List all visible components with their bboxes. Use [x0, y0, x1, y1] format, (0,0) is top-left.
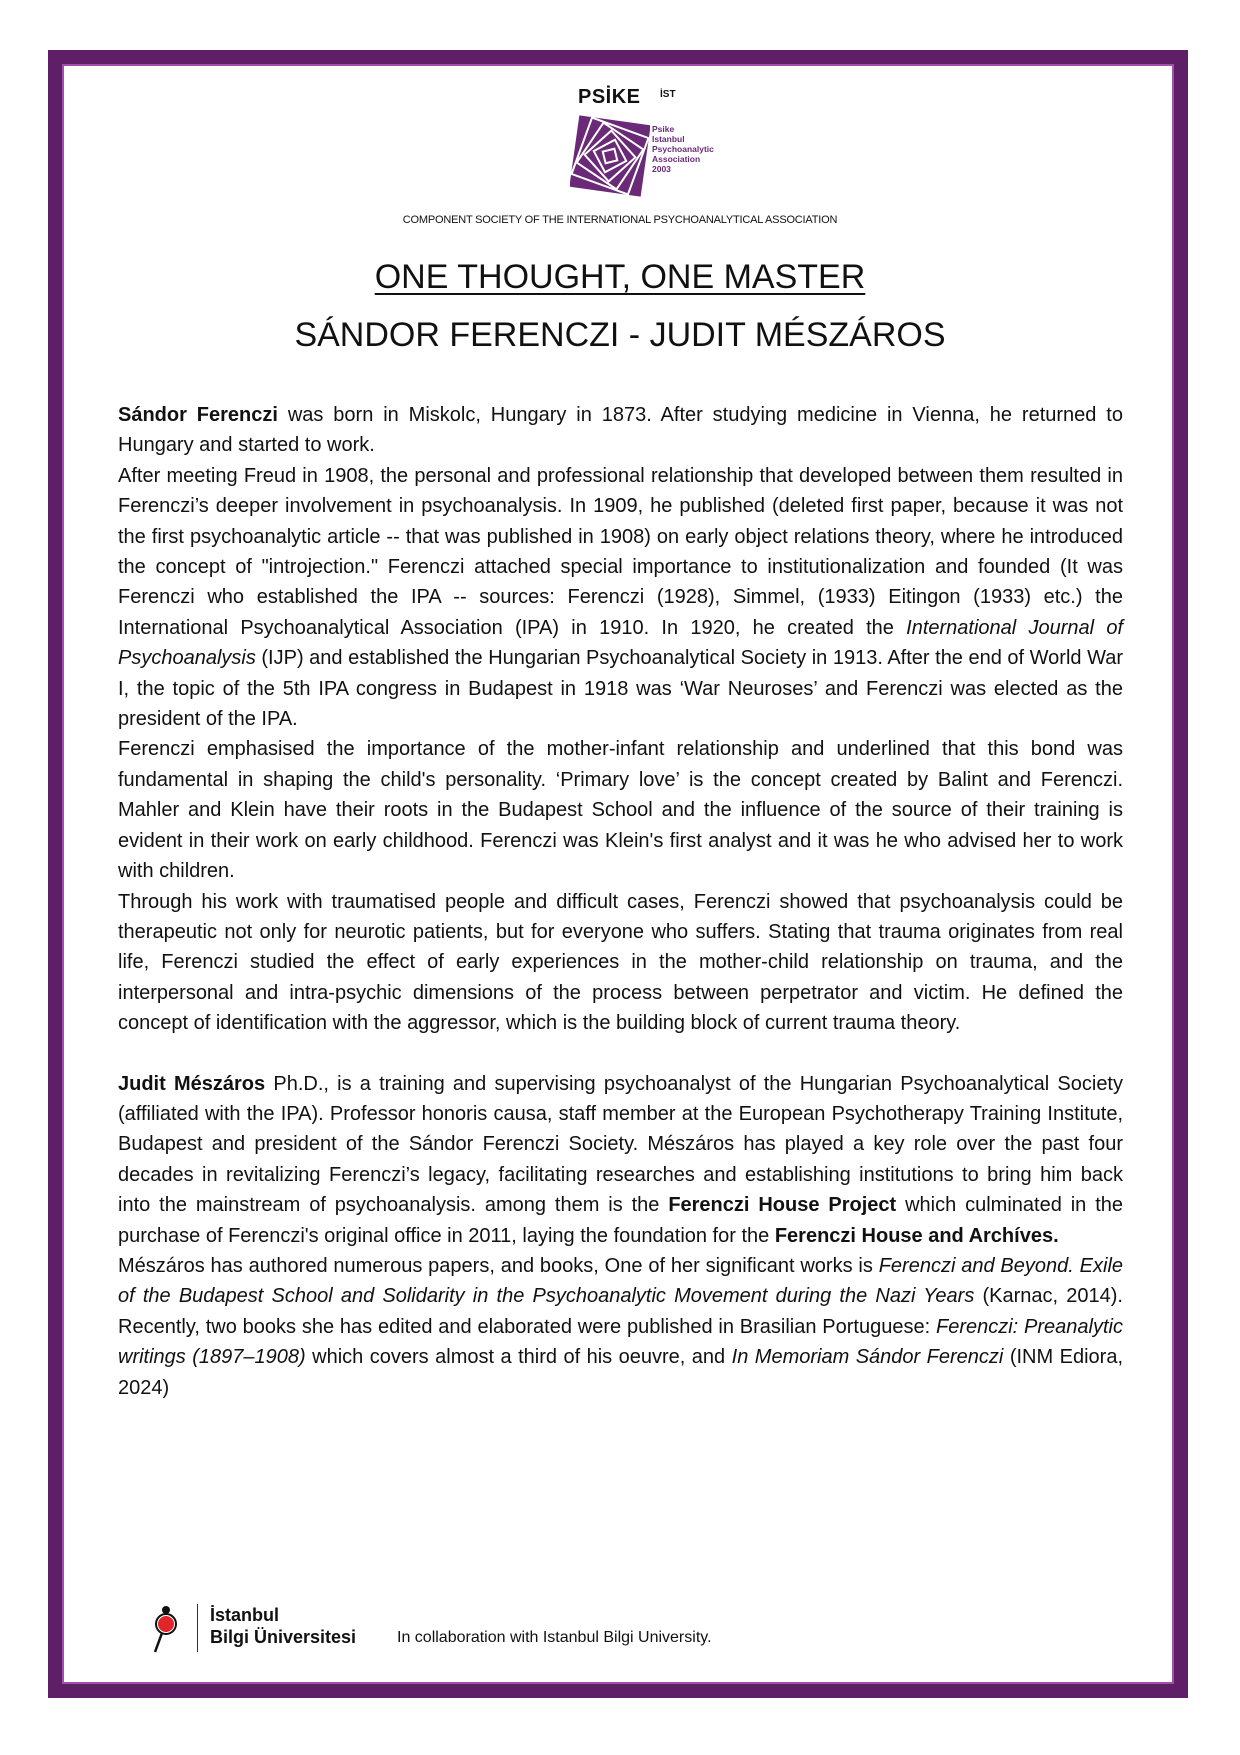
text-run: (Karnac, 2014). Recently, two books she has edited and elaborated were published in Brasilian Portuguese:: [118, 1285, 1123, 1338]
logo-text-block: [652, 124, 714, 174]
logo-superscript: İST: [660, 89, 676, 100]
bold-project: Ferenczi House Project: [668, 1194, 897, 1217]
paragraph-ferenczi-intro: [118, 400, 1123, 461]
italic-book-title: In Memoriam Sándor Ferenczi: [731, 1346, 1004, 1369]
bold-name: Sándor Ferenczi: [118, 404, 278, 426]
logo-line: 2003: [652, 164, 671, 174]
logo-line: Association: [652, 154, 701, 164]
paragraph-mother-infant: Ferenczi emphasised the importance of the mother-infant relationship and underlined that this bond was fundamental in shaping the child's personality. ‘Primary love’ is the concept created by Balint and Ferenczi. Mahler and Klein have their roots in the Budapest School and the influence of the source of their training is evident in their work on early childhood. Ferenczi was Klein's first analyst and it was he who advised her to work with children.: [118, 738, 1123, 883]
text-run: (IJP) and established the Hungarian Psychoanalytical Society in 1913. After the end of World War I, the topic of the 5th IPA congress in Budapest in 1918 was ‘War Neuroses’ and Ferenczi was elected as the president of the IPA.: [118, 647, 1123, 731]
bold-name: Judit Mészáros: [118, 1072, 266, 1095]
paragraph-trauma: Through his work with traumatised people and difficult cases, Ferenczi showed that psychoanalysis could be therapeutic not only for neurotic patients, but for everyone who suffers. Stating that trauma originates from real life, Ferenczi studied the effect of early experiences in the mother-child relationship on trauma, and the interpersonal and intra-psychic dimensions of the process between perpetrator and victim. He defined the concept of identification with the aggressor, which is the building block of current trauma theory.: [118, 890, 1123, 1035]
italic-book-title: Ferenczi and Beyond. Exile of the Budapest School and Solidarity in the Psychoanalytic Movement during the Nazi Years: [118, 1254, 1124, 1308]
spiral-squares-icon: [570, 108, 650, 200]
article-body: [118, 400, 1123, 1403]
paragraph-meszaros-works: [118, 1251, 1123, 1403]
paragraph-ferenczi-freud: [118, 461, 1123, 735]
component-society-line: COMPONENT SOCIETY OF THE INTERNATIONAL PSYCHOANALYTICAL ASSOCIATION: [402, 214, 838, 226]
footer: [150, 1600, 850, 1660]
paragraph-spacer: [118, 1039, 1123, 1069]
page-subtitle: SÁNDOR FERENCZI - JUDIT MÉSZÁROS: [294, 316, 946, 354]
logo-line: Psike: [652, 124, 675, 134]
bilgi-university-wordmark: [210, 1604, 356, 1648]
italic-book-title: Ferenczi: Preanalytic writings (1897–1908): [118, 1315, 1123, 1369]
paragraph-meszaros-bio: [118, 1069, 1123, 1251]
text-run: which covers almost a third of his oeuvre, and: [305, 1346, 732, 1369]
text-run: which culminated in the purchase of Ferenczi's original office in 2011, laying the foundation for the: [118, 1194, 1123, 1247]
text-run: After meeting Freud in 1908, the personal and professional relationship that developed between them resulted in Ferenczi’s deeper involvement in psychoanalysis. In 1909, he published (deleted first paper, because it was not the first psychoanalytic article -- that was published in 1908) on early object relations theory, where he introduced the concept of "introjection." Ferenczi attached special importance to institutionalization and founded (It was Ferenczi who established the IPA -- sources: Ferenczi (1928), Simmel, (1933) Eitingon (1933) etc.) the International Psychoanalytical Association (IPA) in 1910. In 1920, he created the: [118, 464, 1123, 639]
logo-wordmark: PSİKE: [578, 86, 641, 108]
page-title: ONE THOUGHT, ONE MASTER: [374, 258, 866, 296]
logo-line: Istanbul: [652, 134, 685, 144]
psike-istanbul-logo: [570, 86, 730, 206]
collaboration-note: In collaboration with Istanbul Bilgi University.: [397, 1629, 712, 1646]
wordmark-line: İstanbul: [210, 1605, 280, 1625]
bilgi-university-logo-icon: [150, 1600, 186, 1656]
footer-divider: [197, 1604, 198, 1652]
text-run: was born in Miskolc, Hungary in 1873. After studying medicine in Vienna, he returned to Hungary and started to work.: [118, 404, 1123, 457]
wordmark-line: Bilgi Üniversitesi: [210, 1627, 357, 1647]
logo-line: Psychoanalytic: [652, 144, 714, 154]
text-run: Ph.D., is a training and supervising psychoanalyst of the Hungarian Psychoanalytical Society (affiliated with the IPA). Professor honoris causa, staff member at the European Psychotherapy Training Institute, Budapest and president of the Sándor Ferenczi Society. Mészáros has played a key role over the past four decades in revitalizing Ferenczi’s legacy, facilitating researches and establishing institutions to bring him back into the mainstream of psychoanalysis. among them is the: [118, 1072, 1123, 1217]
italic-journal-title: International Journal of Psychoanalysis: [118, 616, 1123, 670]
text-run: Mészáros has authored numerous papers, and books, One of her significant works is: [118, 1254, 879, 1277]
text-run: (INM Ediora, 2024): [118, 1346, 1123, 1399]
bold-archives: Ferenczi House and Archíves.: [774, 1224, 1059, 1247]
